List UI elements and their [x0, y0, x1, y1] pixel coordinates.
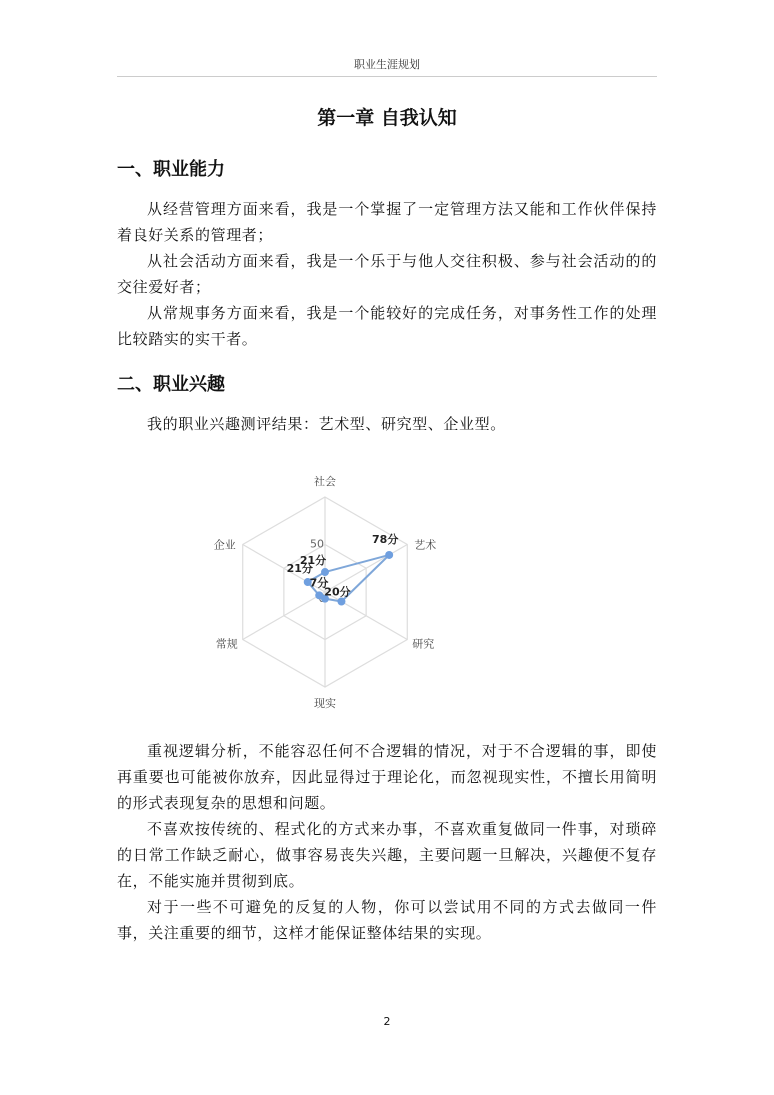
radar-data-point [321, 568, 329, 576]
radar-axis-label: 常规 [215, 637, 238, 651]
radar-axis-label: 艺术 [414, 538, 437, 552]
ability-paragraph: 从经营管理方面来看，我是一个掌握了一定管理方法又能和工作伙伴保持着良好关系的管理者； [117, 200, 657, 244]
page-number: 2 [383, 1015, 391, 1028]
radar-value-label: 78分 [372, 532, 399, 546]
radar-value-label: 21分 [299, 554, 327, 568]
radar-data-point [385, 551, 393, 559]
section-title-ability: 一、职业能力 [117, 159, 225, 180]
interest-paragraph: 对于一些不可避免的反复的人物，你可以尝试用不同的方式去做同一件事，关注重要的细节，这样才能保证整体结果的实现。 [117, 898, 657, 942]
radar-axis-label: 社会 [314, 475, 336, 488]
chapter-title: 第一章 自我认知 [317, 107, 457, 129]
interest-paragraph: 不喜欢按传统的、程式化的方式来办事，不喜欢重复做同一件事，对琐碎的日常工作缺乏耐心，做事容易丧失兴趣，主要问题一旦解决，兴趣便不复存在，不能实施并贯彻到底。 [117, 820, 657, 890]
radar-axis-label: 研究 [412, 637, 435, 651]
radar-data-point [337, 598, 345, 606]
section-title-interest: 二、职业兴趣 [117, 374, 225, 395]
radar-value-label: 21分 [286, 562, 313, 576]
ability-paragraph: 从常规事务方面来看，我是一个能较好的完成任务，对事务性工作的处理比较踏实的实干者。 [117, 304, 657, 348]
running-header: 职业生涯规划 [354, 58, 420, 71]
interest-intro: 我的职业兴趣测评结果：艺术型、研究型、企业型。 [147, 415, 506, 433]
interest-paragraph: 重视逻辑分析，不能容忍任何不合逻辑的情况，对于不合逻辑的事，即使再重要也可能被你放弃，因此显得过于理论化，而忽视现实性，不擅长用简明的形式表现复杂的思想和问题。 [117, 742, 657, 812]
ability-paragraph: 从社会活动方面来看，我是一个乐于与他人交往积极、参与社会活动的的交往爱好者； [117, 252, 657, 296]
radar-tick-label: 50 [310, 537, 324, 551]
radar-value-label: 20分 [324, 585, 351, 599]
radar-data-point [315, 591, 323, 599]
radar-svg [190, 462, 470, 730]
header-rule [117, 76, 657, 77]
radar-axis-label: 企业 [213, 538, 236, 552]
interest-radar-chart [190, 462, 470, 730]
radar-value-label: 7分 [309, 576, 329, 590]
radar-axis-label: 现实 [314, 697, 336, 710]
